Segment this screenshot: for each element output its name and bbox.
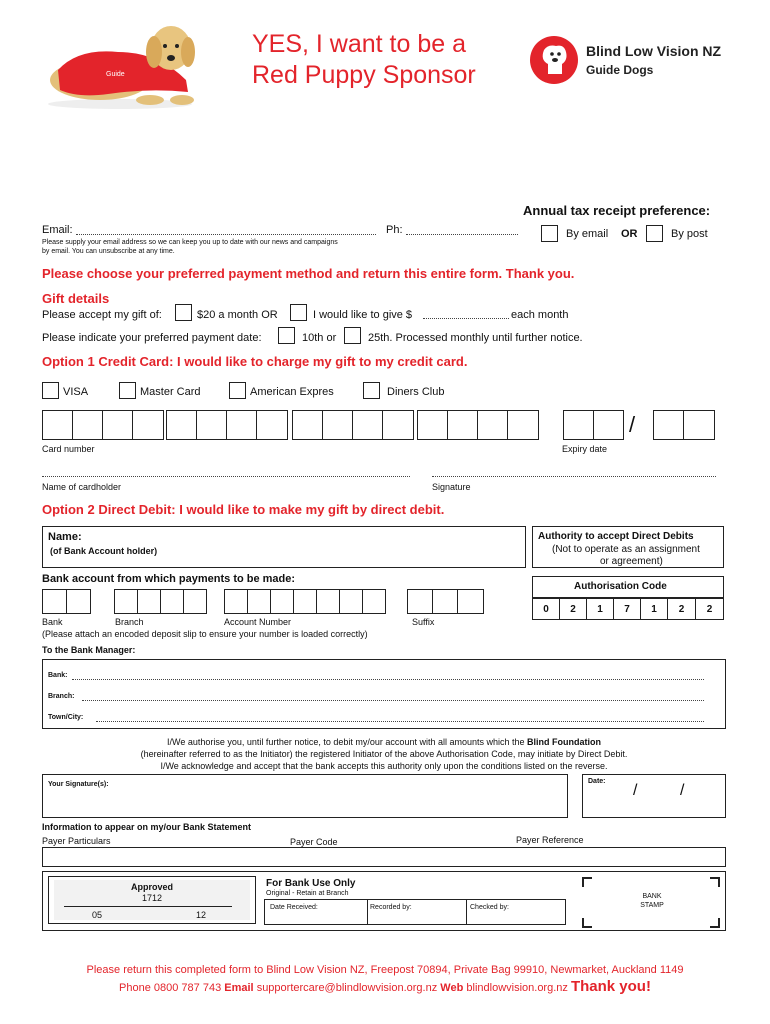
bank-stamp-line2: STAMP: [640, 902, 664, 909]
auth-code-digit: 0: [532, 598, 560, 620]
authority-title: Authority to accept Direct Debits: [538, 531, 694, 542]
card-digit-cell[interactable]: [166, 410, 197, 440]
amex-checkbox[interactable]: [229, 382, 246, 399]
suffix-digit-cell[interactable]: [457, 589, 484, 614]
date-10th-label: 10th or: [302, 332, 337, 344]
option2-heading: Option 2 Direct Debit: I would like to make my gift by direct debit.: [42, 502, 445, 517]
footer-phone[interactable]: 0800 787 743: [153, 982, 222, 994]
email-note-line1: Please supply your email address so we can keep you up to date with our news and campaigns: [42, 239, 338, 246]
expiry-date-label: Expiry date: [562, 444, 608, 454]
recorded-by-label: Recorded by:: [370, 904, 412, 911]
custom-amount-field[interactable]: [423, 318, 509, 319]
auth-code-digit: 2: [695, 598, 724, 620]
bank-digit-cell[interactable]: [42, 589, 67, 614]
by-post-label: By post: [671, 228, 708, 240]
account-holder-name-label: Name:: [48, 531, 82, 543]
phone-label: Ph:: [386, 224, 403, 236]
account-digit-cell[interactable]: [224, 589, 248, 614]
by-post-checkbox[interactable]: [646, 225, 663, 242]
account-holder-sub: (of Bank Account holder): [50, 546, 158, 556]
card-digit-cell[interactable]: [226, 410, 257, 440]
authorise-line3: I/We acknowledge and accept that the bank accepts this authority only upon the conditions listed on the reverse.: [160, 761, 608, 771]
account-number-label: Account Number: [224, 617, 292, 627]
payer-reference-label: Payer Reference: [516, 835, 584, 845]
footer-web[interactable]: blindlowvision.org.nz: [466, 982, 568, 994]
email-field[interactable]: [76, 234, 376, 235]
diners-checkbox[interactable]: [363, 382, 380, 399]
card-digit-cell[interactable]: [417, 410, 448, 440]
tax-preference-title: Annual tax receipt preference:: [523, 203, 711, 218]
authorise-line1: [42, 737, 726, 747]
approved-left-number: 05: [92, 910, 103, 920]
bank-label: Bank: [42, 617, 63, 627]
footer-return-line: Please return this completed form to Blind Low Vision NZ, Freepost 70894, Private Bag 99910, Newmarket, Auckland 1149: [86, 964, 684, 976]
card-digit-cell[interactable]: [256, 410, 288, 440]
guide-dog-logo: [528, 34, 580, 86]
branch-digit-cell[interactable]: [160, 589, 184, 614]
card-digit-cell[interactable]: [132, 410, 164, 440]
bank-name-field[interactable]: [72, 679, 704, 680]
stamp-corner-tr: [710, 877, 720, 887]
card-number-field[interactable]: [42, 410, 539, 440]
to-bank-manager: To the Bank Manager:: [42, 645, 136, 655]
authorise-line2: (hereinafter referred to as the Initiator) the registered Initiator of the above Authorisation Code, may initiate by Direct Debit.: [140, 749, 628, 759]
monthly-20-label: $20 a month OR: [197, 309, 278, 321]
choose-method-heading: Please choose your preferred payment method and return this entire form. Thank you.: [42, 266, 575, 281]
stamp-corner-br: [710, 918, 720, 928]
svg-text:Guide: Guide: [106, 71, 125, 78]
puppy-photo: [38, 18, 196, 110]
auth-code-digit: 7: [613, 598, 641, 620]
your-signature-label: Your Signature(s):: [48, 781, 109, 788]
bank-field-label: Bank:: [48, 672, 68, 679]
card-digit-cell[interactable]: [72, 410, 103, 440]
date-25th-label: 25th. Processed monthly until further notice.: [368, 332, 583, 344]
payer-code-label: Payer Code: [290, 837, 338, 847]
accept-gift-label: Please accept my gift of:: [42, 309, 162, 321]
card-digit-cell[interactable]: [42, 410, 73, 440]
authorise-line1-org: Blind Foundation: [527, 737, 601, 747]
card-digit-cell[interactable]: [292, 410, 323, 440]
cardholder-field[interactable]: [42, 476, 410, 477]
account-digit-cell[interactable]: [270, 589, 294, 614]
footer-phone-label: Phone: [119, 982, 151, 994]
authority-sub2: or agreement): [600, 556, 663, 567]
page-title-line2: Red Puppy Sponsor: [252, 61, 476, 89]
bank-account-field[interactable]: [42, 589, 484, 614]
card-number-label: Card number: [42, 444, 95, 454]
account-digit-cell[interactable]: [293, 589, 317, 614]
footer-web-label: Web: [440, 982, 464, 994]
footer-email-label: Email: [224, 982, 254, 994]
expiry-digit-cell[interactable]: [653, 410, 684, 440]
signature-field[interactable]: [432, 476, 716, 477]
branch-label: Branch: [115, 617, 144, 627]
branch-digit-cell[interactable]: [183, 589, 207, 614]
card-digit-cell[interactable]: [507, 410, 539, 440]
bank-digit-cell[interactable]: [66, 589, 91, 614]
checked-by-label: Checked by:: [470, 904, 509, 911]
approved-divider: [64, 906, 232, 907]
amex-label: American Expres: [250, 386, 334, 398]
visa-checkbox[interactable]: [42, 382, 59, 399]
mastercard-label: Master Card: [140, 386, 201, 398]
auth-code-digit: 2: [559, 598, 587, 620]
date-slash-1: /: [633, 782, 638, 799]
payer-particulars-label: Payer Particulars: [42, 836, 111, 846]
expiry-slash: /: [629, 412, 636, 437]
approved-right-number: 12: [196, 910, 207, 920]
email-label: Email:: [42, 224, 73, 236]
suffix-digit-cell[interactable]: [407, 589, 433, 614]
approved-code: 1712: [141, 893, 163, 903]
page-title-line1: YES, I want to be a: [252, 30, 467, 58]
phone-field[interactable]: [406, 234, 518, 235]
auth-code-digit: 2: [667, 598, 696, 620]
gift-details-heading: Gift details: [42, 291, 110, 306]
card-digit-cell[interactable]: [102, 410, 133, 440]
date-slash-2: /: [680, 782, 685, 799]
date-25th-checkbox[interactable]: [344, 327, 361, 344]
card-digit-cell[interactable]: [447, 410, 478, 440]
or-label: OR: [621, 228, 638, 240]
account-digit-cell[interactable]: [316, 589, 340, 614]
footer-thanks: Thank you!: [570, 978, 651, 995]
cardholder-label: Name of cardholder: [42, 482, 122, 492]
deposit-slip-note: (Please attach an encoded deposit slip to ensure your number is loaded correctly): [42, 629, 368, 639]
card-digit-cell[interactable]: [477, 410, 508, 440]
expiry-digit-cell[interactable]: [563, 410, 594, 440]
by-email-label: By email: [566, 228, 609, 240]
bank-details-box: [42, 659, 726, 729]
branch-digit-cell[interactable]: [137, 589, 161, 614]
footer-contact-line: [0, 978, 770, 995]
email-note-line2: by email. You can unsubscribe at any time.: [42, 248, 175, 255]
logo-name: Blind Low Vision NZ: [586, 43, 722, 59]
date-label: Date:: [588, 778, 606, 785]
card-digit-cell[interactable]: [196, 410, 227, 440]
bank-account-label: Bank account from which payments to be made:: [42, 573, 296, 585]
approved-label: Approved: [130, 882, 173, 892]
account-digit-cell[interactable]: [362, 589, 386, 614]
account-digit-cell[interactable]: [247, 589, 271, 614]
signature-box[interactable]: [42, 774, 568, 818]
bank-use-divider: [466, 900, 467, 924]
bank-use-divider: [367, 900, 368, 924]
card-digit-cell[interactable]: [322, 410, 353, 440]
by-email-checkbox[interactable]: [541, 225, 558, 242]
payment-date-label: Please indicate your preferred payment date:: [42, 332, 262, 344]
expiry-digit-cell[interactable]: [683, 410, 715, 440]
town-field[interactable]: [96, 721, 704, 722]
custom-amount-checkbox[interactable]: [290, 304, 307, 321]
bank-use-fields: [264, 899, 566, 925]
stamp-corner-tl: [582, 877, 592, 887]
date-received-label: Date Received:: [270, 904, 318, 911]
branch-field-label: Branch:: [48, 693, 75, 700]
diners-label: Diners Club: [387, 386, 445, 398]
logo-subtitle: Guide Dogs: [586, 63, 654, 77]
option1-heading: Option 1 Credit Card: I would like to charge my gift to my credit card.: [42, 354, 468, 369]
branch-digit-cell[interactable]: [114, 589, 138, 614]
suffix-digit-cell[interactable]: [432, 589, 458, 614]
suffix-label: Suffix: [412, 617, 435, 627]
bank-stamp-line1: BANK: [642, 893, 662, 900]
auth-code-digit: 1: [640, 598, 668, 620]
stamp-corner-bl: [582, 918, 592, 928]
auth-code-row: [532, 598, 724, 620]
signature-label: Signature: [432, 482, 471, 492]
account-digit-cell[interactable]: [339, 589, 363, 614]
footer-email[interactable]: supportercare@blindlowvision.org.nz: [256, 982, 438, 994]
authorise-line1-text: I/We authorise you, until further notice, to debit my/our account with all amounts which the: [166, 737, 528, 747]
mastercard-checkbox[interactable]: [119, 382, 136, 399]
bank-use-sub: Original - Retain at Branch: [266, 890, 349, 897]
visa-label: VISA: [63, 386, 89, 398]
each-month-label: each month: [511, 309, 569, 321]
card-digit-cell[interactable]: [382, 410, 414, 440]
expiry-date-field[interactable]: [563, 410, 715, 440]
town-field-label: Town/City:: [48, 714, 84, 721]
bank-use-title: For Bank Use Only: [266, 878, 356, 889]
auth-code-label: Authorisation Code: [574, 581, 667, 592]
authority-sub1: (Not to operate as an assignment: [552, 544, 700, 555]
custom-amount-label: I would like to give $: [313, 309, 413, 321]
auth-code-digit: 1: [586, 598, 614, 620]
card-digit-cell[interactable]: [352, 410, 383, 440]
branch-name-field[interactable]: [82, 700, 704, 701]
date-10th-checkbox[interactable]: [278, 327, 295, 344]
expiry-digit-cell[interactable]: [593, 410, 624, 440]
monthly-20-checkbox[interactable]: [175, 304, 192, 321]
statement-fields-box[interactable]: [42, 847, 726, 867]
statement-title: Information to appear on my/our Bank Statement: [42, 822, 252, 832]
